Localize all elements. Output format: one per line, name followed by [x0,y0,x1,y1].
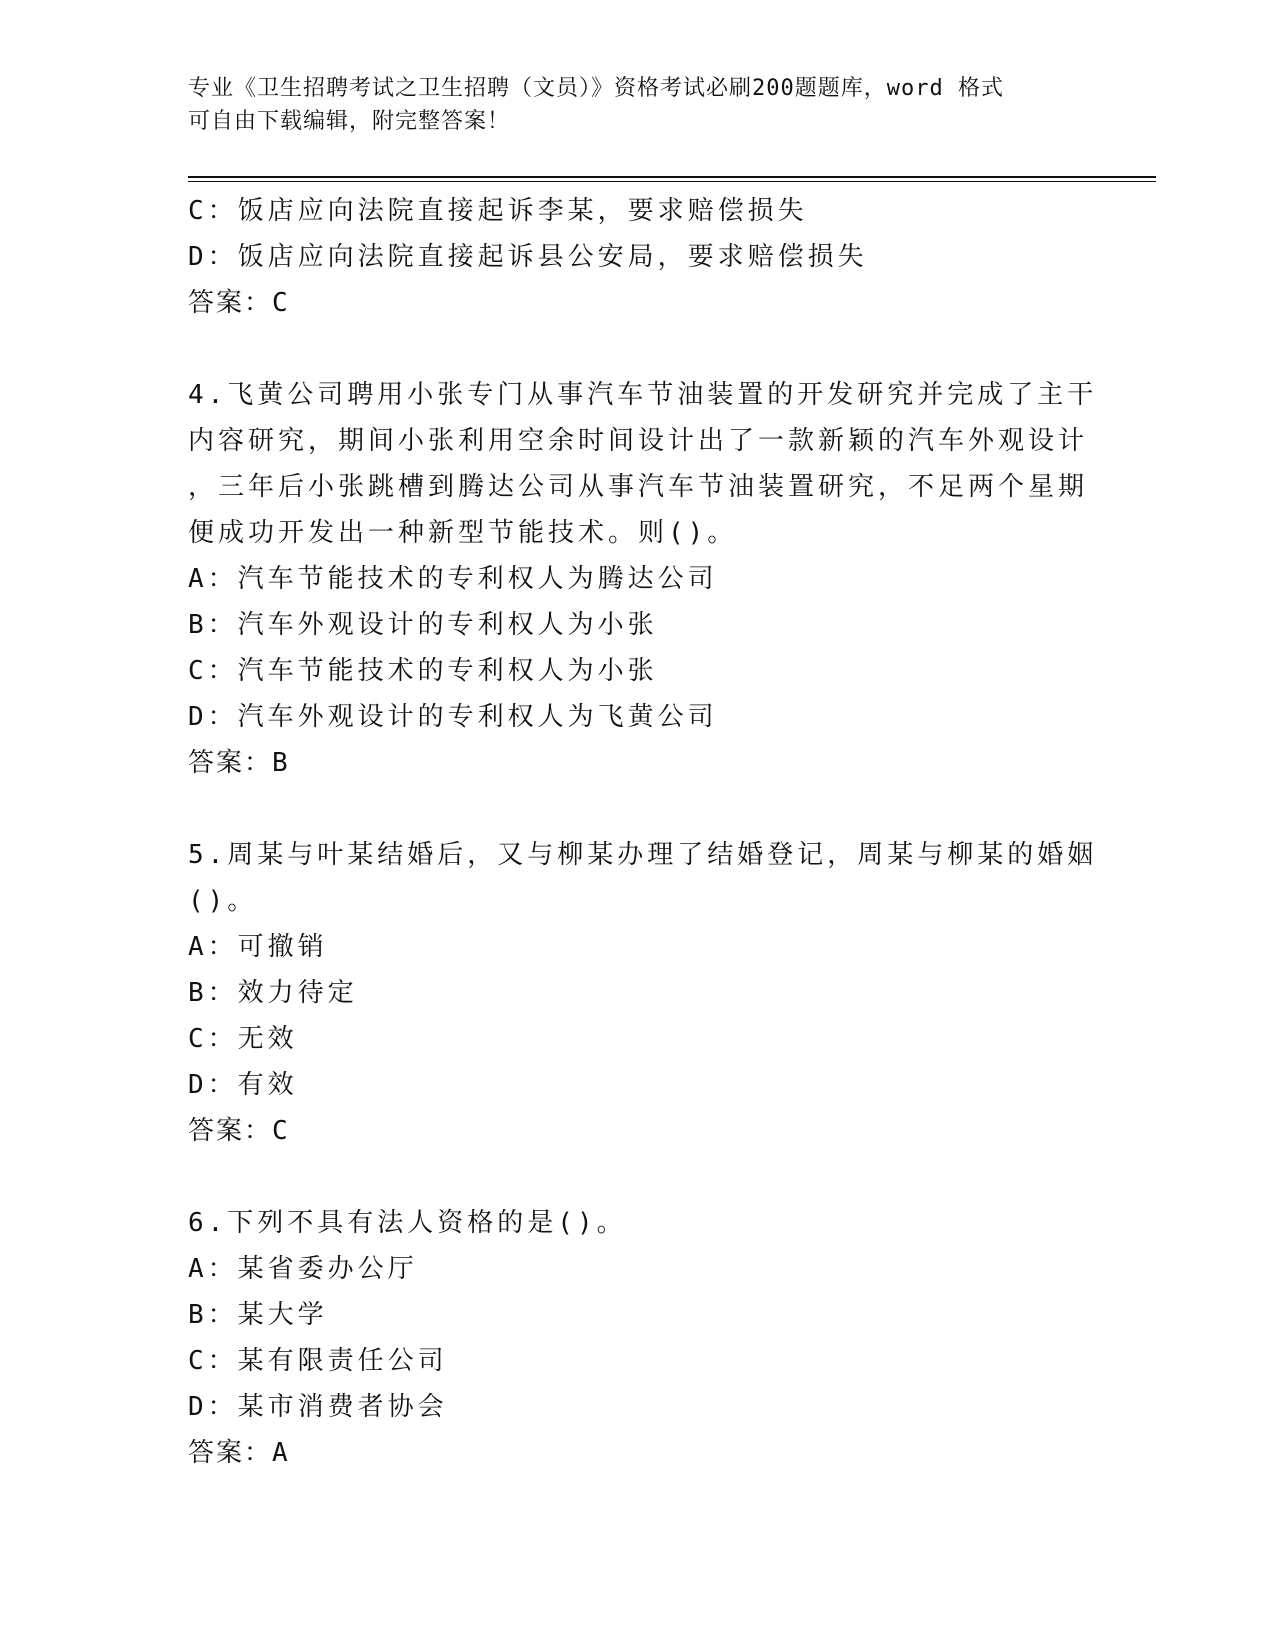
spacer [188,786,1088,832]
q5-option-a: A：可撤销 [188,932,328,962]
q5-stem-line-2: ()。 [188,886,258,916]
document-header [188,72,1088,138]
header-rule-thin [188,181,1156,182]
question-6-block [188,1200,1088,1476]
q5-option-d: D：有效 [188,1070,298,1100]
question-3-block [188,188,1088,326]
q5-option-c: C：无效 [188,1024,298,1054]
q4-stem-line-2: 内容研究，期间小张利用空余时间设计出了一款新颖的汽车外观设计 [188,426,1089,456]
q4-option-b: B：汽车外观设计的专利权人为小张 [188,610,658,640]
spacer [188,326,1088,372]
question-5-block [188,832,1098,1154]
q5-stem-line-1: 5.周某与叶某结婚后，又与柳某办理了结婚登记，周某与柳某的婚姻 [188,840,1098,870]
q6-option-b: B：某大学 [188,1300,328,1330]
q4-option-d: D：汽车外观设计的专利权人为飞黄公司 [188,702,718,732]
q4-stem-line-4: 便成功开发出一种新型节能技术。则()。 [188,518,738,548]
q4-stem-line-3: ，三年后小张跳槽到腾达公司从事汽车节油装置研究，不足两个星期 [188,472,1089,502]
q6-option-c: C：某有限责任公司 [188,1346,448,1376]
document-body [188,188,1098,1476]
header-line-1: 专业《卫生招聘考试之卫生招聘（文员）》资格考试必刷200题题库，word 格式 [188,76,1004,101]
q6-answer: 答案：A [188,1438,290,1468]
q4-answer: 答案：B [188,748,290,778]
question-4-block [188,372,1098,786]
q3-option-c: C：饭店应向法院直接起诉李某，要求赔偿损失 [188,196,808,226]
q4-option-a: A：汽车节能技术的专利权人为腾达公司 [188,564,718,594]
header-rule-thick [188,176,1156,178]
spacer [188,1154,1088,1200]
q4-stem-line-1: 4.飞黄公司聘用小张专门从事汽车节油装置的开发研究并完成了主干 [188,380,1098,410]
q6-option-d: D：某市消费者协会 [188,1392,448,1422]
q3-option-d: D：饭店应向法院直接起诉县公安局，要求赔偿损失 [188,242,868,272]
q6-option-a: A：某省委办公厅 [188,1254,418,1284]
q3-answer: 答案：C [188,288,290,318]
q6-stem-line-1: 6.下列不具有法人资格的是()。 [188,1208,627,1238]
q5-answer: 答案：C [188,1116,290,1146]
header-line-2: 可自由下载编辑，附完整答案！ [188,109,511,134]
q4-option-c: C：汽车节能技术的专利权人为小张 [188,656,658,686]
q5-option-b: B：效力待定 [188,978,358,1008]
